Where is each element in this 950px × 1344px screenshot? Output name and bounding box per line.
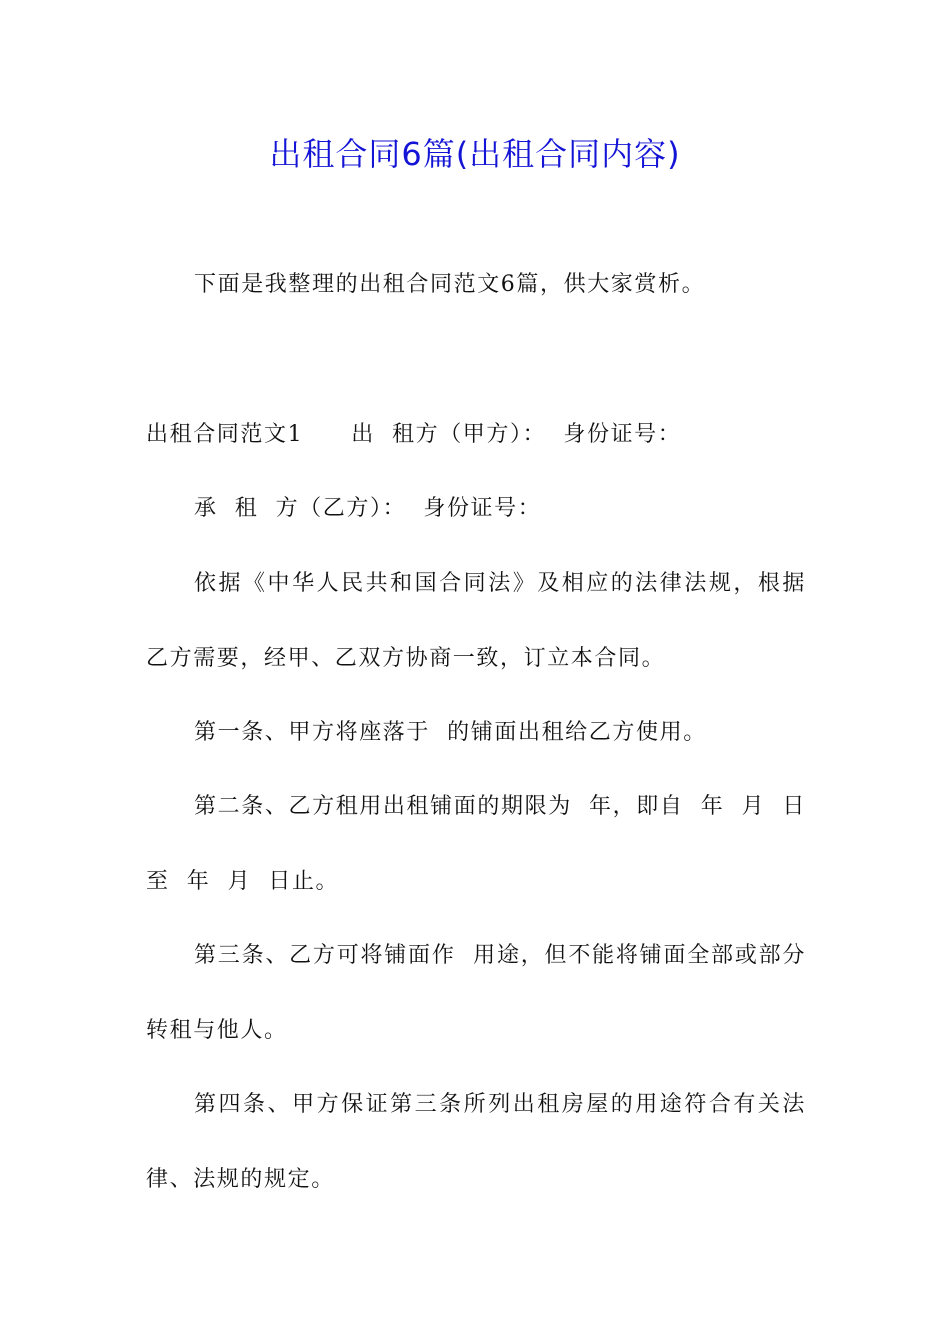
article-3-line-2: 转租与他人。 — [146, 1018, 288, 1043]
intro-paragraph: 下面是我整理的出租合同范文6篇，供大家赏析。 — [194, 272, 706, 297]
basis-paragraph-line-2: 乙方需要，经甲、乙双方协商一致，订立本合同。 — [146, 646, 666, 671]
article-3-line-1: 第三条、乙方可将铺面作 用途，但不能将铺面全部或部分 — [194, 943, 806, 968]
article-2-line-2: 至 年 月 日止。 — [146, 869, 340, 894]
lessee-line: 承 租 方（乙方）： 身份证号： — [194, 496, 542, 521]
lessor-line: 出 租方（甲方）： 身份证号： — [351, 422, 682, 447]
document-title: 出租合同6篇(出租合同内容) — [269, 135, 681, 173]
article-2-line-1: 第二条、乙方租用出租铺面的期限为 年，即自 年 月 日 — [194, 794, 806, 819]
article-4-line-2: 律、法规的规定。 — [146, 1167, 335, 1192]
section-1-first-line — [146, 418, 806, 452]
article-1: 第一条、甲方将座落于 的铺面出租给乙方使用。 — [194, 720, 707, 745]
section-1-heading: 出租合同范文1 — [146, 422, 304, 447]
article-4-line-1: 第四条、甲方保证第三条所列出租房屋的用途符合有关法 — [194, 1092, 806, 1117]
basis-paragraph-line-1: 依据《中华人民共和国合同法》及相应的法律法规，根据 — [194, 571, 806, 596]
